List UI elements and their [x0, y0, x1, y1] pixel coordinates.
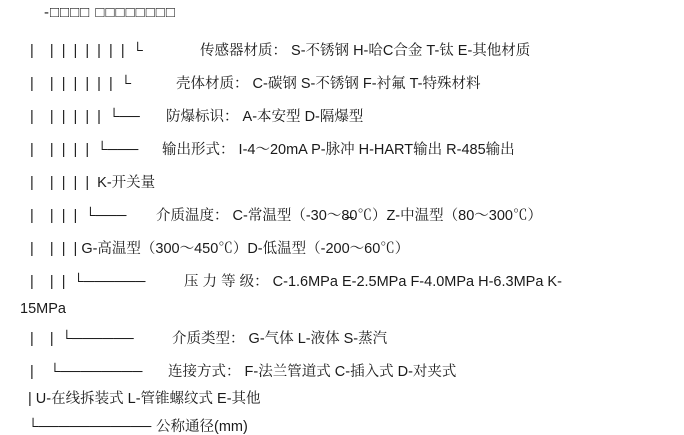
model-code-header	[44, 4, 176, 21]
model-code-text: -□□□□ □□□□□□□□	[44, 4, 176, 21]
leader-lines-output-form: | | | | | └───	[30, 142, 139, 158]
leader-lines-pressure-rating: | | | └──────	[30, 274, 146, 290]
label-medium-temperature: 介质温度： C-常温型（-30～8̶0℃）Z-中温型（80～300℃）	[152, 208, 542, 224]
label-connection-method: 连接方式： F-法兰管道式 C-插入式 D-对夹式	[164, 364, 457, 380]
label-sensor-material: 传感器材质： S-不锈钢 H-哈C合金 T-钛 E-其他材质	[196, 43, 531, 59]
label-pressure-rating: 压 力 等 级： C-1.6MPa E-2.5MPa F-4.0MPa H-6.3MPa K-	[180, 274, 562, 290]
label-medium-type: 介质类型： G-气体 L-液体 S-蒸汽	[168, 331, 388, 347]
label-output-form: 输出形式： I-4～20mA P-脉冲 H-HART输出 R-485输出	[158, 142, 515, 158]
label-connection-method-continued: | U-在线拆装式 L-管锥螺纹式 E-其他	[28, 391, 261, 407]
label-switch-quantity: | | | | | K-开关量	[30, 175, 156, 191]
leader-lines-explosion-proof: | | | | | | └──	[30, 109, 140, 125]
leader-lines-medium-type: | | └──────	[30, 331, 134, 347]
leader-lines-shell-material: | | | | | | | └	[30, 76, 132, 92]
label-pressure-rating-continued: 15MPa	[20, 301, 66, 317]
label-shell-material: 壳体材质： C-碳钢 S-不锈钢 F-衬氟 T-特殊材料	[172, 76, 481, 92]
leader-lines-connection-method: | └────────	[30, 364, 143, 380]
label-explosion-proof: 防爆标识： A-本安型 D-隔爆型	[162, 109, 364, 125]
label-nominal-diameter: 公称通径(mm)	[152, 419, 248, 435]
leader-lines-medium-temperature: | | | | └───	[30, 208, 127, 224]
leader-lines-sensor-material: | | | | | | | | └	[30, 43, 143, 59]
label-medium-temperature-continued: | | | | G-高温型（300～450℃）D-低温型（-200～60℃）	[30, 241, 410, 257]
leader-lines-nominal-diameter: └───────────	[28, 419, 152, 435]
